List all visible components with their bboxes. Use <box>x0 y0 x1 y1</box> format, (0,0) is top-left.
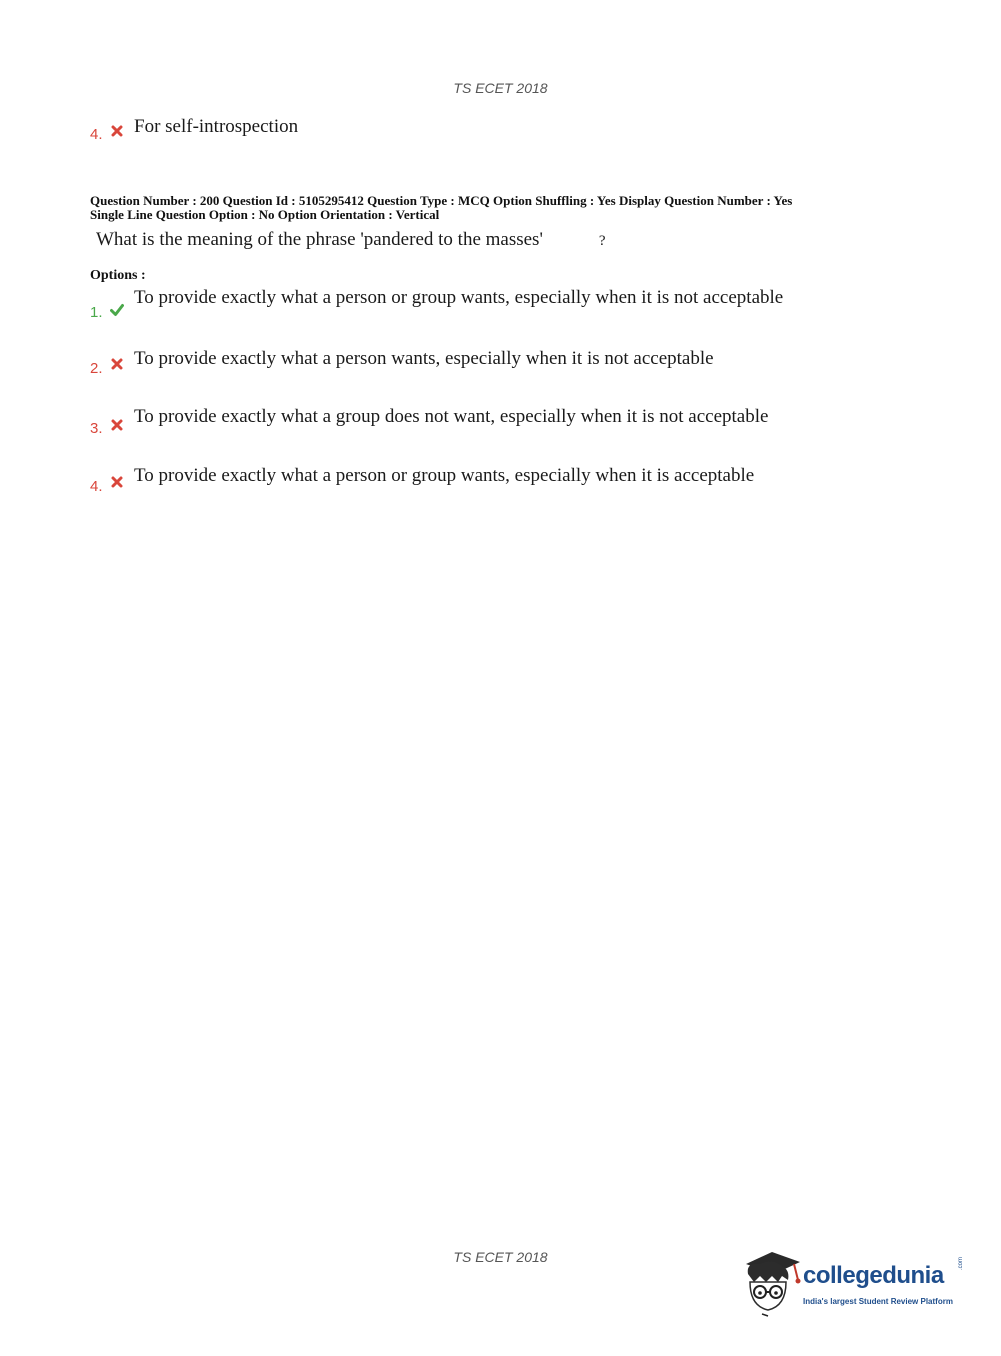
question-text <box>96 229 606 251</box>
option-text: To provide exactly what a person or group wants, especially when it is acceptable <box>134 465 755 486</box>
option-text: To provide exactly what a person or group wants, especially when it is not acceptable <box>134 287 784 308</box>
option-number: 4. <box>90 126 103 143</box>
option-number: 1. <box>90 304 103 321</box>
question-mark: ? <box>598 233 606 249</box>
collegedunia-logo <box>742 1250 972 1320</box>
option-text: To provide exactly what a person wants, especially when it is not acceptable <box>134 348 714 369</box>
page-footer-title: TS ECET 2018 <box>453 1249 548 1265</box>
cross-icon <box>110 124 124 138</box>
option-number: 4. <box>90 478 103 495</box>
option-number: 2. <box>90 360 103 377</box>
question-text-body: What is the meaning of the phrase 'pandered to the masses' <box>96 229 543 250</box>
logo-name: collegedunia <box>803 1262 944 1289</box>
cross-icon <box>110 357 124 371</box>
logo-tagline: India's largest Student Review Platform <box>803 1297 953 1306</box>
logo-suffix: .com <box>958 1256 964 1270</box>
option-text: For self-introspection <box>134 116 299 137</box>
question-meta-line-2: Single Line Question Option : No Option Orientation : Vertical <box>90 207 440 222</box>
question-meta-line-1: Question Number : 200 Question Id : 5105295412 Question Type : MCQ Option Shuffling : Yes Display Question Number : Yes <box>90 193 793 208</box>
options-label: Options : <box>90 268 146 283</box>
mascot-icon <box>742 1250 804 1320</box>
page-header-title: TS ECET 2018 <box>453 80 548 96</box>
option-text: To provide exactly what a group does not want, especially when it is not acceptable <box>134 406 769 427</box>
cross-icon <box>110 475 124 489</box>
cross-icon <box>110 418 124 432</box>
option-number: 3. <box>90 420 103 437</box>
check-icon <box>110 303 124 317</box>
